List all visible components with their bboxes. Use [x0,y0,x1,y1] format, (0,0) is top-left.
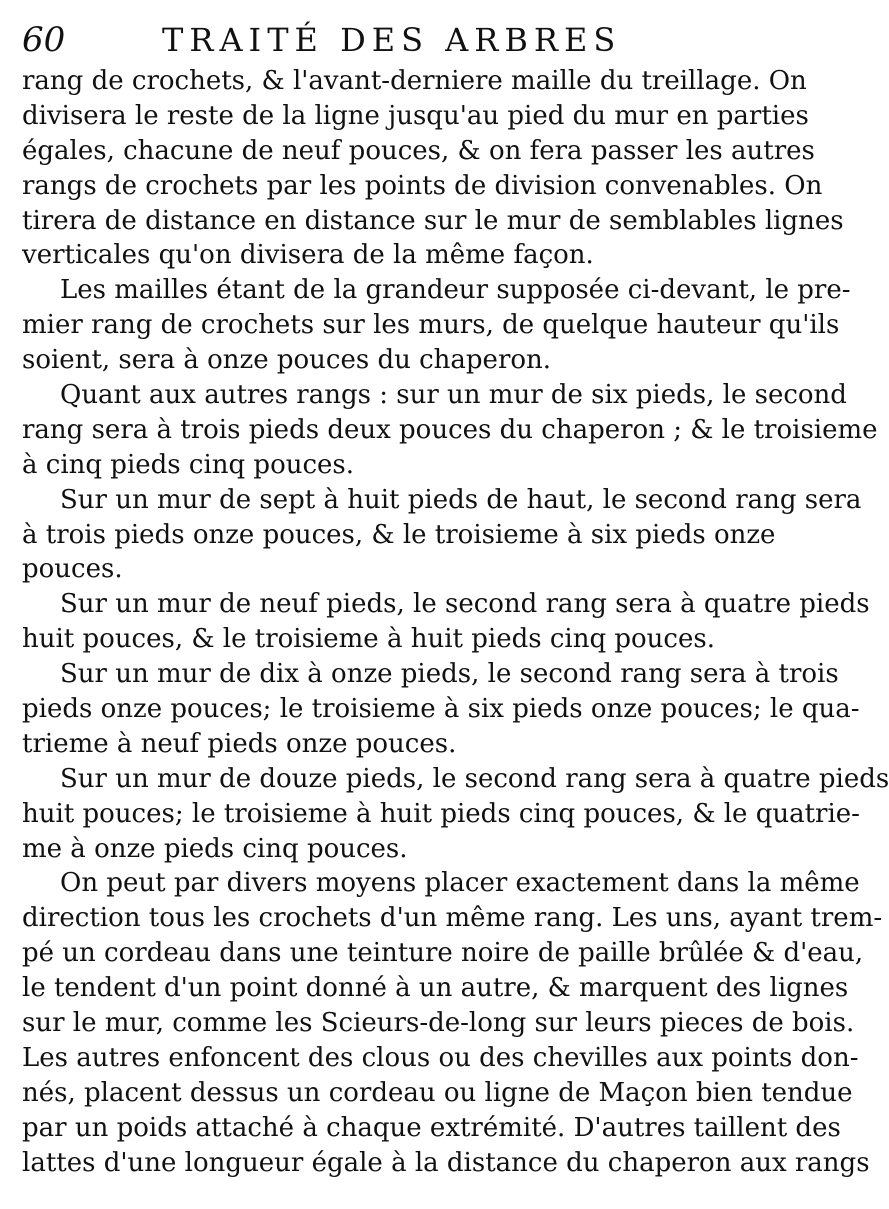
text-line: rang sera à trois pieds deux pouces du chaperon ; & le troisieme [22,414,878,445]
text-line: rangs de crochets par les points de division convenables. On [22,170,823,201]
text-line: le tendent d'un point donné à un autre, & marquent des lignes [22,973,849,1004]
text-line: à cinq pieds cinq pouces. [22,449,355,480]
text-line: soient, sera à onze pouces du chaperon. [22,345,552,376]
body-text [22,64,889,1181]
text-line: direction tous les crochets d'un même rang. Les uns, ayant trem- [22,903,883,934]
paragraph-first-line: On peut par divers moyens placer exactement dans la même [60,868,860,899]
text-line: par un poids attaché à chaque extrémité. D'autres taillent des [22,1112,841,1143]
text-line: trieme à neuf pieds onze pouces. [22,728,457,759]
paragraph-first-line: Sur un mur de neuf pieds, le second rang sera à quatre pieds [60,589,870,620]
text-line: Les autres enfoncent des clous ou des chevilles aux points don- [22,1042,859,1073]
text-line: me à onze pieds cinq pouces. [22,833,408,864]
text-line: nés, placent dessus un cordeau ou ligne de Maçon bien tendue [22,1077,853,1108]
paragraph-first-line: Quant aux autres rangs : sur un mur de six pieds, le second [60,380,847,411]
text-line: lattes d'une longueur égale à la distance du chaperon aux rangs [22,1147,870,1178]
text-line: huit pouces, & le troisieme à huit pieds cinq pouces. [22,624,715,655]
text-line: divisera le reste de la ligne jusqu'au pied du mur en parties [22,100,809,131]
text-line: huit pouces; le troisieme à huit pieds cinq pouces, & le quatrie- [22,798,860,829]
text-line: verticales qu'on divisera de la même façon. [22,240,594,271]
page-header [22,14,782,62]
running-title: TRAITÉ DES ARBRES [162,21,622,59]
text-line: tirera de distance en distance sur le mur de semblables lignes [22,205,844,236]
text-line: à trois pieds onze pouces, & le troisieme à six pieds onze [22,519,776,550]
paragraph-first-line: Sur un mur de sept à huit pieds de haut, le second rang sera [60,484,862,515]
text-line: sur le mur, comme les Scieurs-de-long sur leurs pieces de bois. [22,1008,855,1039]
paragraph-first-line: Sur un mur de douze pieds, le second rang sera à quatre pieds [60,763,889,794]
text-line: rang de crochets, & l'avant-derniere maille du treillage. On [22,66,807,96]
page-number: 60 [22,20,66,60]
text-line: mier rang de crochets sur les murs, de quelque hauteur qu'ils [22,310,840,341]
text-line: pieds onze pouces; le troisieme à six pieds onze pouces; le qua- [22,694,860,725]
text-line: pouces. [22,554,123,585]
paragraph-first-line: Les mailles étant de la grandeur supposée ci-devant, le pre- [60,275,851,306]
text-line: pé un cordeau dans une teinture noire de paille brûlée & d'eau, [22,938,864,969]
text-line: égales, chacune de neuf pouces, & on fera passer les autres [22,135,815,166]
paragraph-first-line: Sur un mur de dix à onze pieds, le second rang sera à trois [60,659,839,690]
